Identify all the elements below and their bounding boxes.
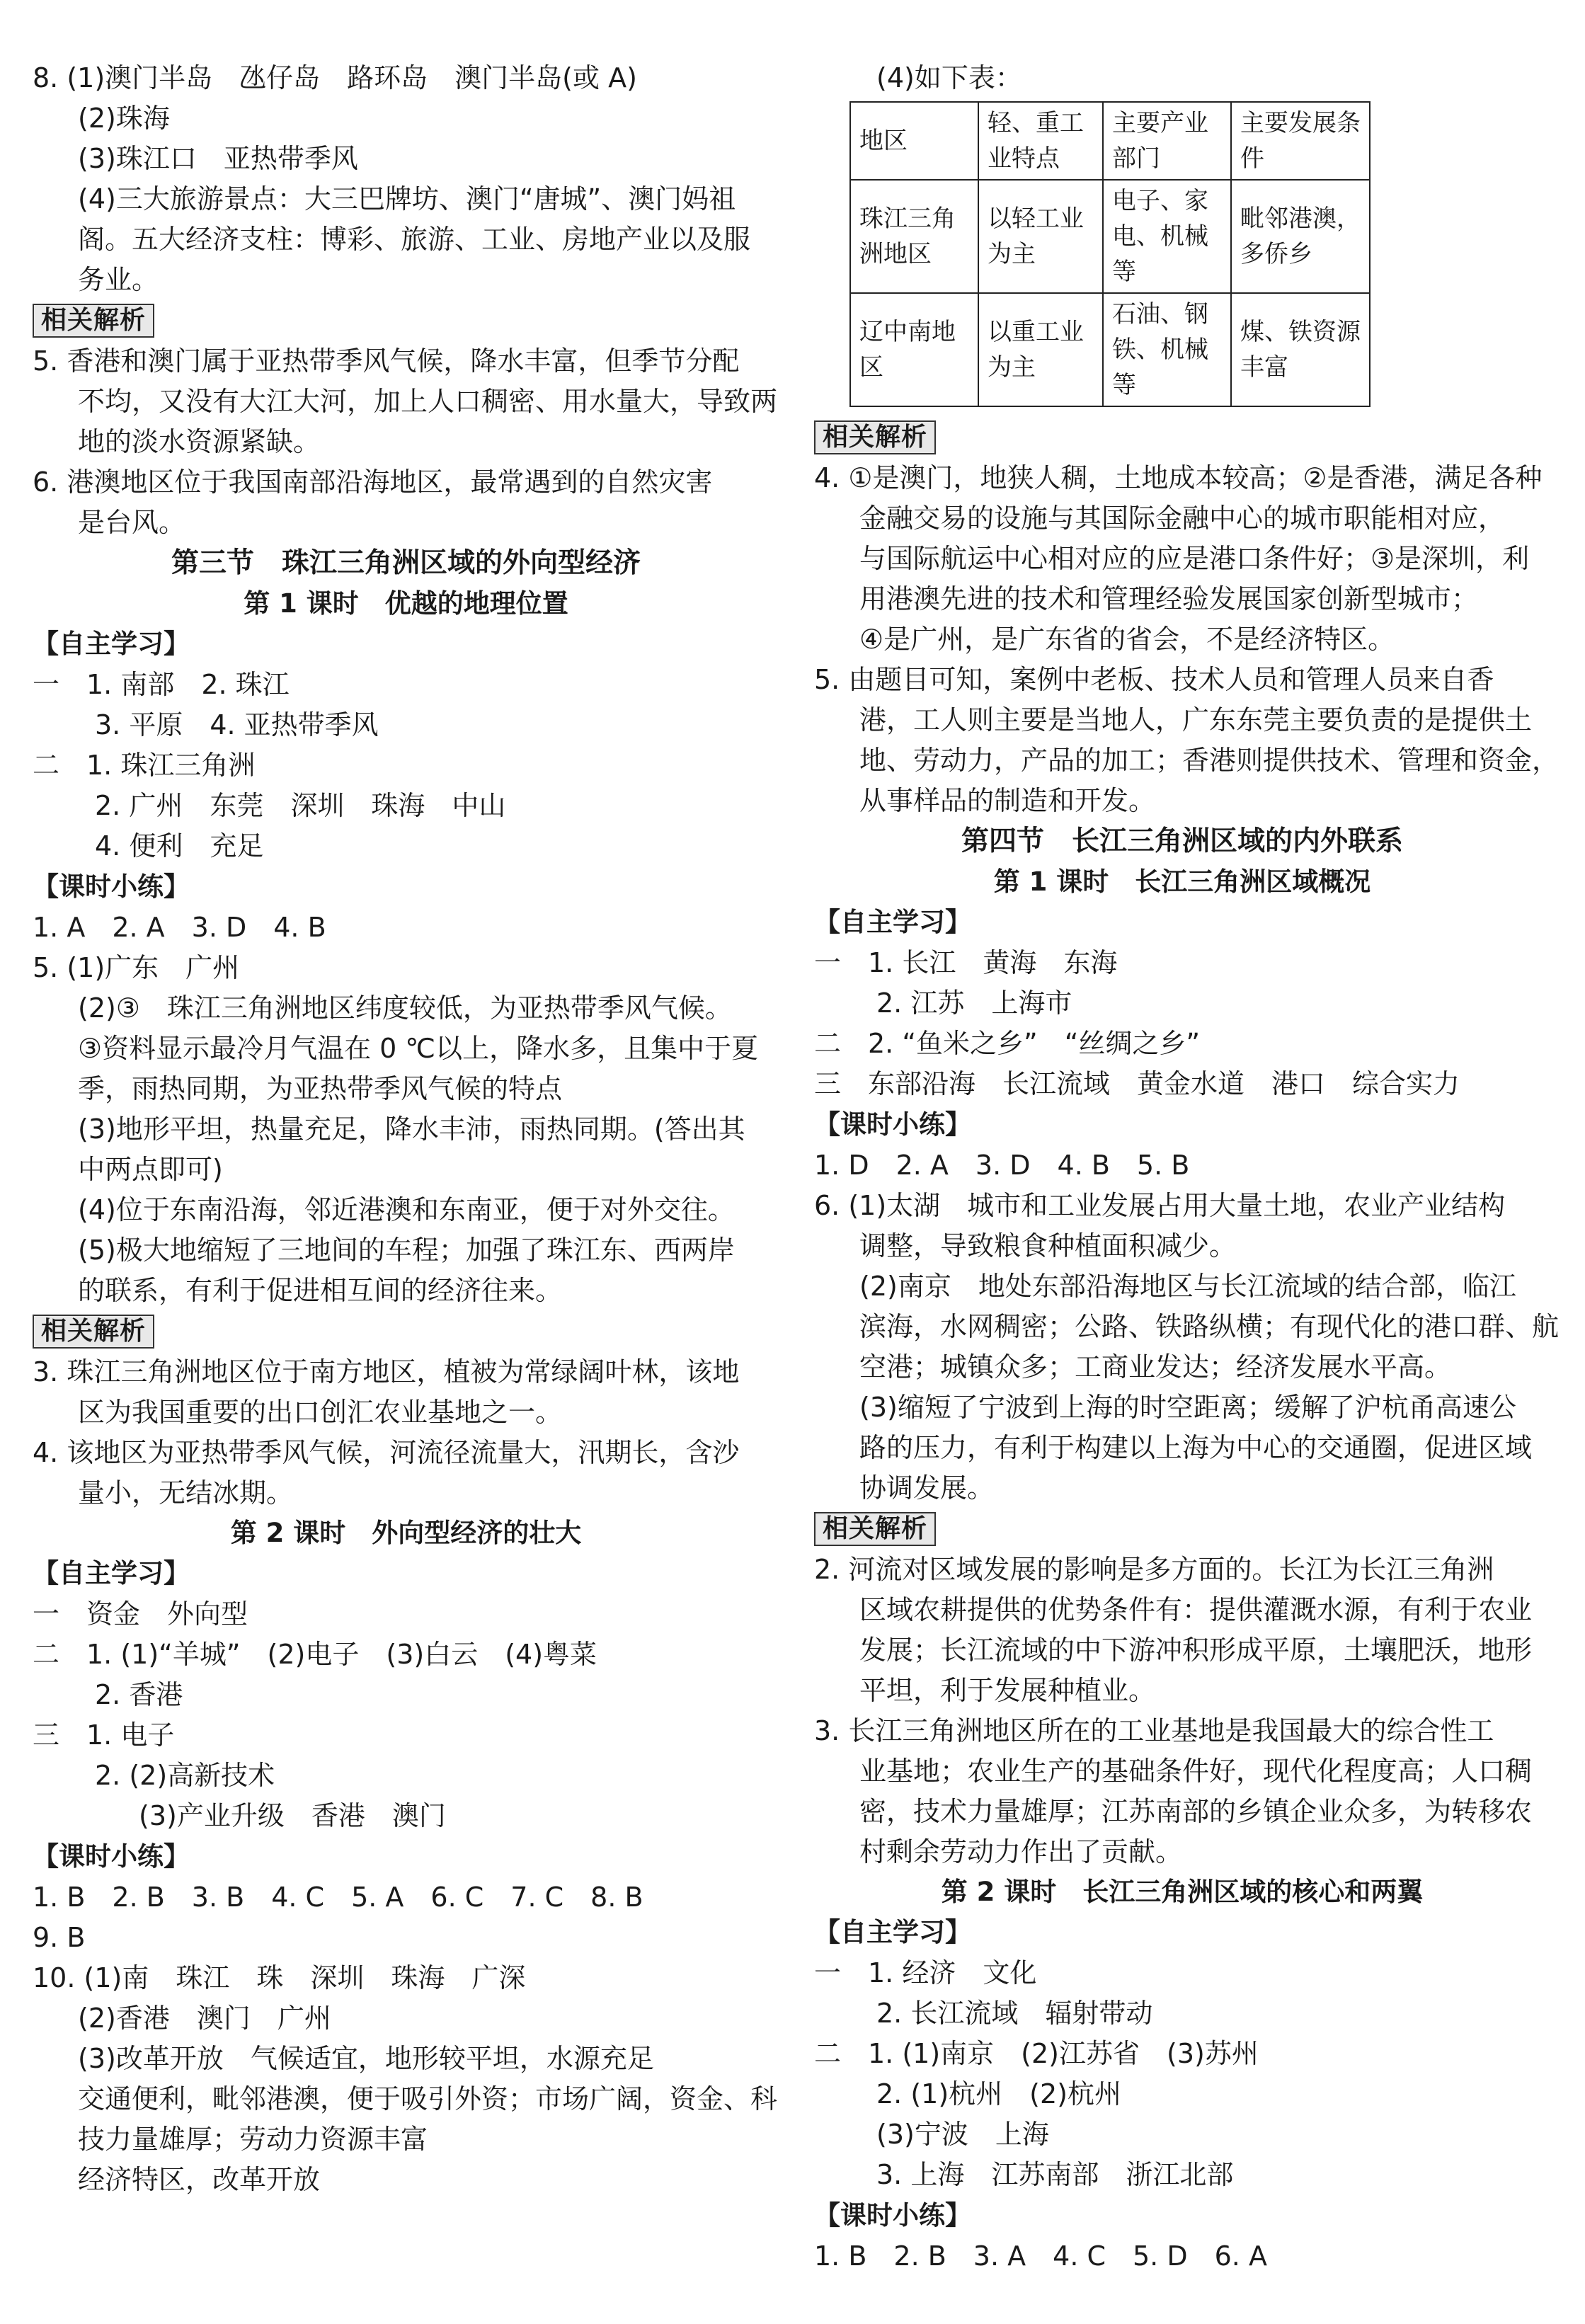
- analysis-line: 5. 香港和澳门属于亚热带季风气候，降水丰富，但季节分配: [33, 345, 740, 377]
- q8-line: 务业。: [78, 264, 159, 295]
- answer-line: (3)地形平坦，热量充足，降水丰沛，雨热同期。(答出其: [78, 1114, 745, 1145]
- analysis-line: 发展；长江流域的中下游冲积形成平原，土壤肥沃，地形: [859, 1635, 1533, 1666]
- analysis-line: 4. 该地区为亚热带季风气候，河流径流量大，汛期长，含沙: [33, 1437, 740, 1468]
- table-cell: 辽中南地区: [850, 293, 978, 406]
- section-title: 第四节 长江三角洲区域的内外联系: [961, 825, 1403, 857]
- table-header-cell: 轻、重工业特点: [978, 102, 1103, 180]
- analysis-line: 业基地；农业生产的基础条件好，现代化程度高；人口稠: [859, 1756, 1533, 1787]
- answer-line: 交通便利，毗邻港澳，便于吸引外资；市场广阔，资金、科: [78, 2083, 778, 2114]
- table-cell: 煤、铁资源丰富: [1231, 293, 1370, 406]
- answer-line: 经济特区，改革开放: [78, 2164, 321, 2195]
- answer-line: 中两点即可): [78, 1154, 223, 1185]
- analysis-line: 地、劳动力，产品的加工；香港则提供技术、管理和资金，: [859, 745, 1560, 776]
- comparison-table: [849, 101, 1371, 407]
- analysis-line: 村剩余劳动力作出了贡献。: [859, 1836, 1183, 1867]
- table-row: [850, 293, 1370, 406]
- lesson-title: 第 1 课时 优越的地理位置: [244, 588, 568, 619]
- practice-heading: 【课时小练】: [814, 2200, 971, 2231]
- answer-line: 5. (1)广东 广州: [33, 952, 240, 983]
- table-header-cell: 主要发展条件: [1231, 102, 1370, 180]
- table-header-cell: 主要产业部门: [1103, 102, 1231, 180]
- analysis-line: 区为我国重要的出口创汇农业基地之一。: [78, 1397, 563, 1428]
- analysis-line: 金融交易的设施与其国际金融中心的城市职能相对应，: [859, 503, 1506, 534]
- table-header-cell: 地区: [850, 102, 978, 180]
- answer-line: 三 1. 电子: [33, 1719, 175, 1751]
- answer-line: 一 资金 外向型: [33, 1598, 248, 1630]
- answer-line: (3)宁波 上海: [876, 2119, 1049, 2150]
- analysis-line: 4. ①是澳门，地狭人稠，土地成本较高；②是香港，满足各种: [814, 462, 1543, 493]
- answer-line: 1. A 2. A 3. D 4. B: [33, 912, 326, 943]
- lesson-title: 第 1 课时 长江三角洲区域概况: [993, 866, 1371, 897]
- analysis-tag: 相关解析: [814, 420, 936, 454]
- analysis-line: 与国际航运中心相对应的应是港口条件好；③是深圳，利: [859, 543, 1530, 574]
- analysis-line: 地的淡水资源紧缺。: [78, 426, 321, 457]
- table-cell: 以轻工业为主: [978, 180, 1103, 293]
- answer-line: 6. (1)太湖 城市和工业发展占用大量土地，农业产业结构: [814, 1190, 1506, 1221]
- q8-line: (2)珠海: [78, 103, 170, 134]
- answer-line: 季，雨热同期，为亚热带季风气候的特点: [78, 1073, 563, 1104]
- answer-line: 一 1. 经济 文化: [814, 1957, 1037, 1988]
- table-cell: 珠江三角洲地区: [850, 180, 978, 293]
- analysis-line: 是台风。: [78, 507, 186, 538]
- analysis-line: 从事样品的制造和开发。: [859, 785, 1156, 816]
- answer-line: 一 1. 南部 2. 珠江: [33, 669, 290, 700]
- analysis-line: 5. 由题目可知，案例中老板、技术人员和管理人员来自香: [814, 664, 1494, 695]
- answer-line: (2)南京 地处东部沿海地区与长江流域的结合部，临江: [859, 1271, 1516, 1302]
- answer-line: 2. 广州 东莞 深圳 珠海 中山: [95, 790, 506, 821]
- table-cell: 毗邻港澳，多侨乡: [1231, 180, 1370, 293]
- answer-line: (3)改革开放 气候适宜，地形较平坦，水源充足: [78, 2043, 654, 2074]
- answer-line: 2. (2)高新技术: [95, 1760, 275, 1791]
- analysis-line: 用港澳先进的技术和管理经验发展国家创新型城市；: [859, 583, 1479, 614]
- analysis-tag: 相关解析: [814, 1512, 936, 1546]
- right-column: [814, 58, 1560, 2277]
- answer-line: 二 1. (1)南京 (2)江苏省 (3)苏州: [814, 2038, 1259, 2069]
- answer-line: 空港；城镇众多；工商业发达；经济发展水平高。: [859, 1351, 1452, 1383]
- analysis-line: 6. 港澳地区位于我国南部沿海地区，最常遇到的自然灾害: [33, 466, 713, 498]
- self-study-heading: 【自主学习】: [814, 907, 971, 937]
- analysis-line: 3. 珠江三角洲地区位于南方地区，植被为常绿阔叶林，该地: [33, 1356, 740, 1387]
- answer-line: 2. 江苏 上海市: [876, 988, 1072, 1019]
- answer-line: 1. B 2. B 3. B 4. C 5. A 6. C 7. C 8. B: [33, 1882, 643, 1913]
- answer-line: 4. 便利 充足: [95, 830, 264, 862]
- answer-line: (2)香港 澳门 广州: [78, 2003, 331, 2034]
- practice-heading: 【课时小练】: [33, 871, 190, 902]
- left-column: [33, 58, 779, 2200]
- answer-line: 2. (1)杭州 (2)杭州: [876, 2078, 1121, 2110]
- answer-line: (4)位于东南沿海，邻近港澳和东南亚，便于对外交往。: [78, 1194, 735, 1225]
- q8-line: 阁。五大经济支柱：博彩、旅游、工业、房地产业以及服: [78, 224, 751, 255]
- answer-line: 1. D 2. A 3. D 4. B 5. B: [814, 1150, 1190, 1181]
- self-study-heading: 【自主学习】: [814, 1917, 971, 1947]
- answer-line: 二 1. 珠江三角洲: [33, 750, 256, 781]
- answer-line: 3. 平原 4. 亚热带季风: [95, 709, 379, 740]
- self-study-heading: 【自主学习】: [33, 629, 190, 659]
- table-cell: 石油、钢铁、机械等: [1103, 293, 1231, 406]
- analysis-line: 港，工人则主要是当地人，广东东莞主要负责的是提供土: [859, 704, 1533, 735]
- analysis-line: 3. 长江三角洲地区所在的工业基地是我国最大的综合性工: [814, 1715, 1494, 1746]
- analysis-line: 密，技术力量雄厚；江苏南部的乡镇企业众多，为转移农: [859, 1796, 1533, 1827]
- table-cell: 以重工业为主: [978, 293, 1103, 406]
- analysis-line: ④是广州，是广东省的省会，不是经济特区。: [859, 624, 1395, 655]
- table-row: [850, 180, 1370, 293]
- answer-line: 1. B 2. B 3. A 4. C 5. D 6. A: [814, 2240, 1267, 2272]
- answer-line: 路的压力，有利于构建以上海为中心的交通圈，促进区域: [859, 1432, 1533, 1463]
- analysis-line: 区域农耕提供的优势条件有：提供灌溉水源，有利于农业: [859, 1594, 1533, 1625]
- answer-line: 滨海，水网稠密；公路、铁路纵横；有现代化的港口群、航: [859, 1311, 1560, 1342]
- answer-line: 技力量雄厚；劳动力资源丰富: [78, 2124, 428, 2155]
- answer-line: (5)极大地缩短了三地间的车程；加强了珠江东、西两岸: [78, 1235, 735, 1266]
- lesson-title: 第 2 课时 长江三角洲区域的核心和两翼: [941, 1877, 1424, 1907]
- answer-line: 的联系，有利于促进相互间的经济往来。: [78, 1275, 563, 1306]
- analysis-tag: 相关解析: [33, 304, 154, 338]
- section-title: 第三节 珠江三角洲区域的外向型经济: [171, 547, 641, 579]
- answer-line: 一 1. 长江 黄海 东海: [814, 947, 1118, 978]
- analysis-line: 不均，又没有大江大河，加上人口稠密、用水量大，导致两: [78, 386, 778, 417]
- answer-line: 三 东部沿海 长江流域 黄金水道 港口 综合实力: [814, 1068, 1460, 1099]
- answer-line: (4)如下表：: [876, 62, 1022, 93]
- analysis-line: 量小，无结冰期。: [78, 1477, 294, 1509]
- analysis-line: 2. 河流对区域发展的影响是多方面的。长江为长江三角洲: [814, 1554, 1494, 1585]
- table-cell: 电子、家电、机械等: [1103, 180, 1231, 293]
- answer-line: 9. B: [33, 1922, 86, 1953]
- analysis-tag: 相关解析: [33, 1315, 154, 1349]
- self-study-heading: 【自主学习】: [33, 1558, 190, 1589]
- answer-line: (2)③ 珠江三角洲地区纬度较低，为亚热带季风气候。: [78, 992, 732, 1024]
- q8-line: (4)三大旅游景点：大三巴牌坊、澳门“唐城”、澳门妈祖: [78, 183, 736, 214]
- answer-line: 调整，导致粮食种植面积减少。: [859, 1230, 1237, 1261]
- answer-line: 协调发展。: [859, 1472, 995, 1504]
- answer-line: 10. (1)南 珠江 珠 深圳 珠海 广深: [33, 1962, 526, 1993]
- comparison-table-wrap: [814, 98, 1550, 417]
- answer-line: (3)缩短了宁波到上海的时空距离；缓解了沪杭甬高速公: [859, 1392, 1516, 1423]
- q8-line: 8. (1)澳门半岛 氹仔岛 路环岛 澳门半岛(或 A): [33, 62, 637, 93]
- answer-line: 3. 上海 江苏南部 浙江北部: [876, 2159, 1234, 2190]
- table-header-row: [850, 102, 1370, 180]
- analysis-line: 平坦，利于发展种植业。: [859, 1675, 1156, 1706]
- answer-line: 二 1. (1)“羊城” (2)电子 (3)白云 (4)粤菜: [33, 1639, 597, 1670]
- answer-line: 二 2. “鱼米之乡” “丝绸之乡”: [814, 1028, 1201, 1059]
- answer-line: 2. 长江流域 辐射带动: [876, 1998, 1153, 2029]
- answer-line: (3)产业升级 香港 澳门: [139, 1800, 446, 1831]
- practice-heading: 【课时小练】: [33, 1841, 190, 1872]
- lesson-title: 第 2 课时 外向型经济的壮大: [230, 1518, 582, 1548]
- answer-line: ③资料显示最冷月气温在 0 ℃以上，降水多，且集中于夏: [78, 1033, 759, 1064]
- q8-line: (3)珠江口 亚热带季风: [78, 143, 358, 174]
- answer-line: 2. 香港: [95, 1679, 183, 1710]
- practice-heading: 【课时小练】: [814, 1109, 971, 1140]
